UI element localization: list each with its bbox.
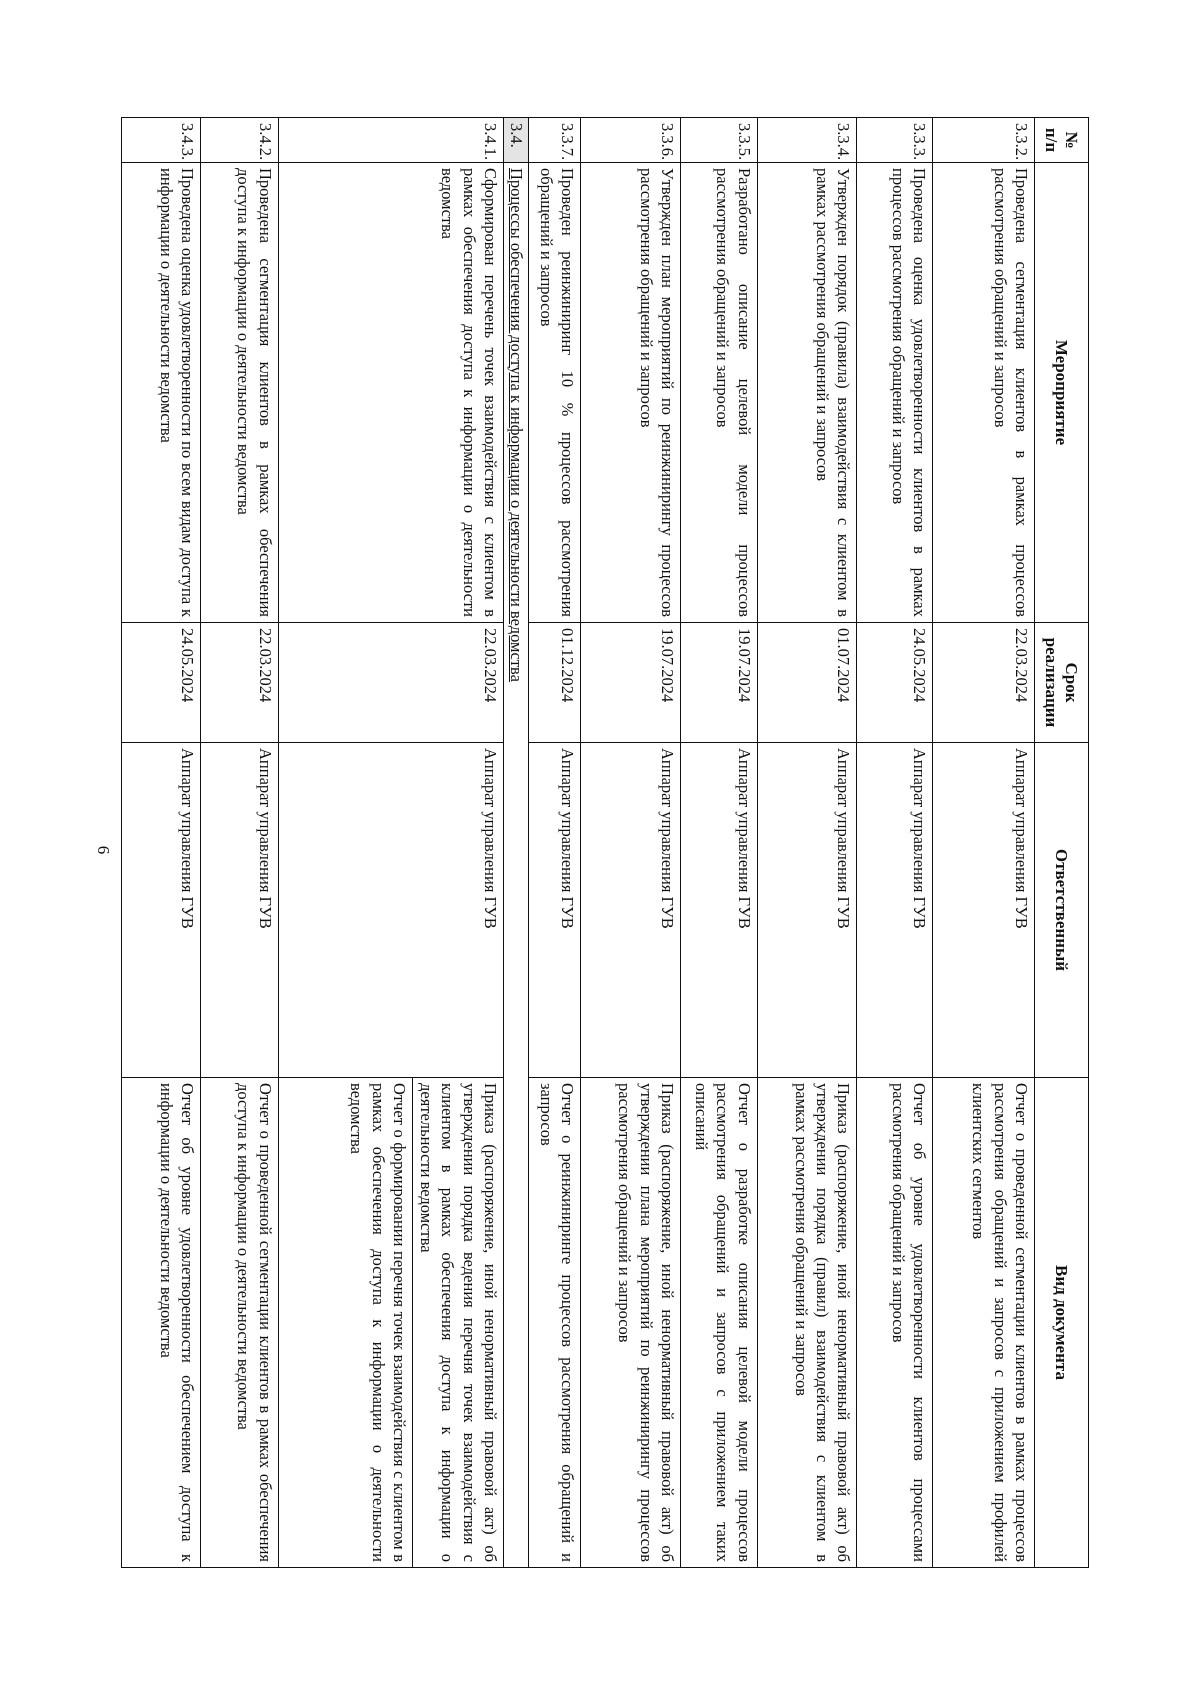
row-event: Проведена сегментация клиентов в рамках обеспечения доступа к информации о деятельности ведомства <box>200 163 278 623</box>
row-doc: Отчет о проведенной сегментации клиентов в рамках процессов рассмотрения обращений и запросов с приложением профилей клиентских сегментов <box>933 1078 1035 1568</box>
rotated-table-container <box>121 117 1089 1567</box>
row-event: Утвержден план мероприятий по реинжинирингу процессов рассмотрения обращений и запросов <box>581 163 681 623</box>
row-responsible: Аппарат управления ГУВ <box>200 743 278 1078</box>
table-row <box>278 118 503 1568</box>
row-num: 3.3.5. <box>681 118 758 163</box>
row-responsible: Аппарат управления ГУВ <box>933 743 1035 1078</box>
row-responsible: Аппарат управления ГУВ <box>278 743 503 1078</box>
row-doc: Приказ (распоряжение, иной ненормативный правовой акт) об утверждении порядка (правил) взаимодействия с клиентом в рамках рассмотрения обращений и запросов <box>757 1078 857 1568</box>
row-doc: Отчет об уровне удовлетворенности клиентов процессами рассмотрения обращений и запросов <box>857 1078 933 1568</box>
row-responsible: Аппарат управления ГУВ <box>122 743 201 1078</box>
header-event: Мероприятие <box>1035 163 1089 623</box>
row-responsible: Аппарат управления ГУВ <box>529 743 581 1078</box>
table-header-row <box>1035 118 1089 1568</box>
table-row <box>529 118 581 1568</box>
row-term: 01.07.2024 <box>757 623 857 743</box>
table-row <box>122 118 201 1568</box>
row-doc: Приказ (распоряжение, иной ненормативный правовой акт) об утверждении плана мероприятий по реинжинирингу процессов рассмотрения обращений и запросов <box>581 1078 681 1568</box>
row-term: 19.07.2024 <box>681 623 758 743</box>
table-row <box>757 118 857 1568</box>
row-term: 22.03.2024 <box>278 623 503 743</box>
row-doc: Отчет о проведенной сегментации клиентов в рамках обеспечения доступа к информации о деятельности ведомства <box>200 1078 278 1568</box>
header-doc: Вид документа <box>1035 1078 1089 1568</box>
section-title: Процессы обеспечения доступа к информации о деятельности ведомства <box>507 168 527 682</box>
row-num: 3.4.3. <box>122 118 201 163</box>
row-term: 19.07.2024 <box>581 623 681 743</box>
table-row <box>200 118 278 1568</box>
row-term: 22.03.2024 <box>200 623 278 743</box>
row-doc: Отчет о реинжиниринге процессов рассмотрения обращений и запросов <box>529 1078 581 1568</box>
row-responsible: Аппарат управления ГУВ <box>581 743 681 1078</box>
row-term: 24.05.2024 <box>857 623 933 743</box>
section-title-cell <box>504 163 529 1568</box>
row-responsible: Аппарат управления ГУВ <box>857 743 933 1078</box>
table-row <box>933 118 1035 1568</box>
row-num: 3.3.2. <box>933 118 1035 163</box>
row-event: Проведена сегментация клиентов в рамках процессов рассмотрения обращений и запросов <box>933 163 1035 623</box>
row-term: 24.05.2024 <box>122 623 201 743</box>
table-row <box>857 118 933 1568</box>
header-num: № п/п <box>1035 118 1089 163</box>
row-doc: Отчет об уровне удовлетворенности обеспечением доступа к информации о деятельности ведомства <box>122 1078 201 1568</box>
row-term: 22.03.2024 <box>933 623 1035 743</box>
section-row <box>504 118 529 1568</box>
page-number: 6 <box>94 845 113 855</box>
row-event: Разработано описание целевой модели процессов рассмотрения обращений и запросов <box>681 163 758 623</box>
row-event: Утвержден порядок (правила) взаимодействия с клиентом в рамках рассмотрения обращений и запросов <box>757 163 857 623</box>
row-num: 3.4.2. <box>200 118 278 163</box>
row-num: 3.3.7. <box>529 118 581 163</box>
row-responsible: Аппарат управления ГУВ <box>681 743 758 1078</box>
table-row <box>681 118 758 1568</box>
row-doc-part: Приказ (распоряжение, иной ненормативный правовой акт) об утверждении порядка ведения перечня точек взаимодействия с клиентом в рамках обеспечения доступа к информации о деятельности ведомства <box>416 1083 501 1562</box>
row-num: 3.3.3. <box>857 118 933 163</box>
section-num: 3.4. <box>504 118 529 163</box>
row-num: 3.3.4. <box>757 118 857 163</box>
row-event: Проведена оценка удовлетворенности по всем видам доступа к информации о деятельности ведомства <box>122 163 201 623</box>
events-table <box>121 117 1089 1568</box>
row-doc: Отчет о разработке описания целевой модели процессов рассмотрения обращений и запросов с приложением таких описаний <box>681 1078 758 1568</box>
header-term: Срок реализации <box>1035 623 1089 743</box>
row-event: Сформирован перечень точек взаимодействия с клиентом в рамках обеспечения доступа к информации о деятельности ведомства <box>278 163 503 623</box>
table-row <box>581 118 681 1568</box>
row-term: 01.12.2024 <box>529 623 581 743</box>
row-event: Проведен реинжиниринг 10 % процессов рассмотрения обращений и запросов <box>529 163 581 623</box>
row-num: 3.4.1. <box>278 118 503 163</box>
row-num: 3.3.6. <box>581 118 681 163</box>
row-event: Проведена оценка удовлетворенности клиентов в рамках процессов рассмотрения обращений и запросов <box>857 163 933 623</box>
row-responsible: Аппарат управления ГУВ <box>757 743 857 1078</box>
row-doc-part: Отчет о формировании перечня точек взаимодействия с клиентом в рамках обеспечения доступа к информации о деятельности ведомства <box>344 1078 413 1567</box>
row-doc <box>278 1078 503 1568</box>
header-responsible: Ответственный <box>1035 743 1089 1078</box>
